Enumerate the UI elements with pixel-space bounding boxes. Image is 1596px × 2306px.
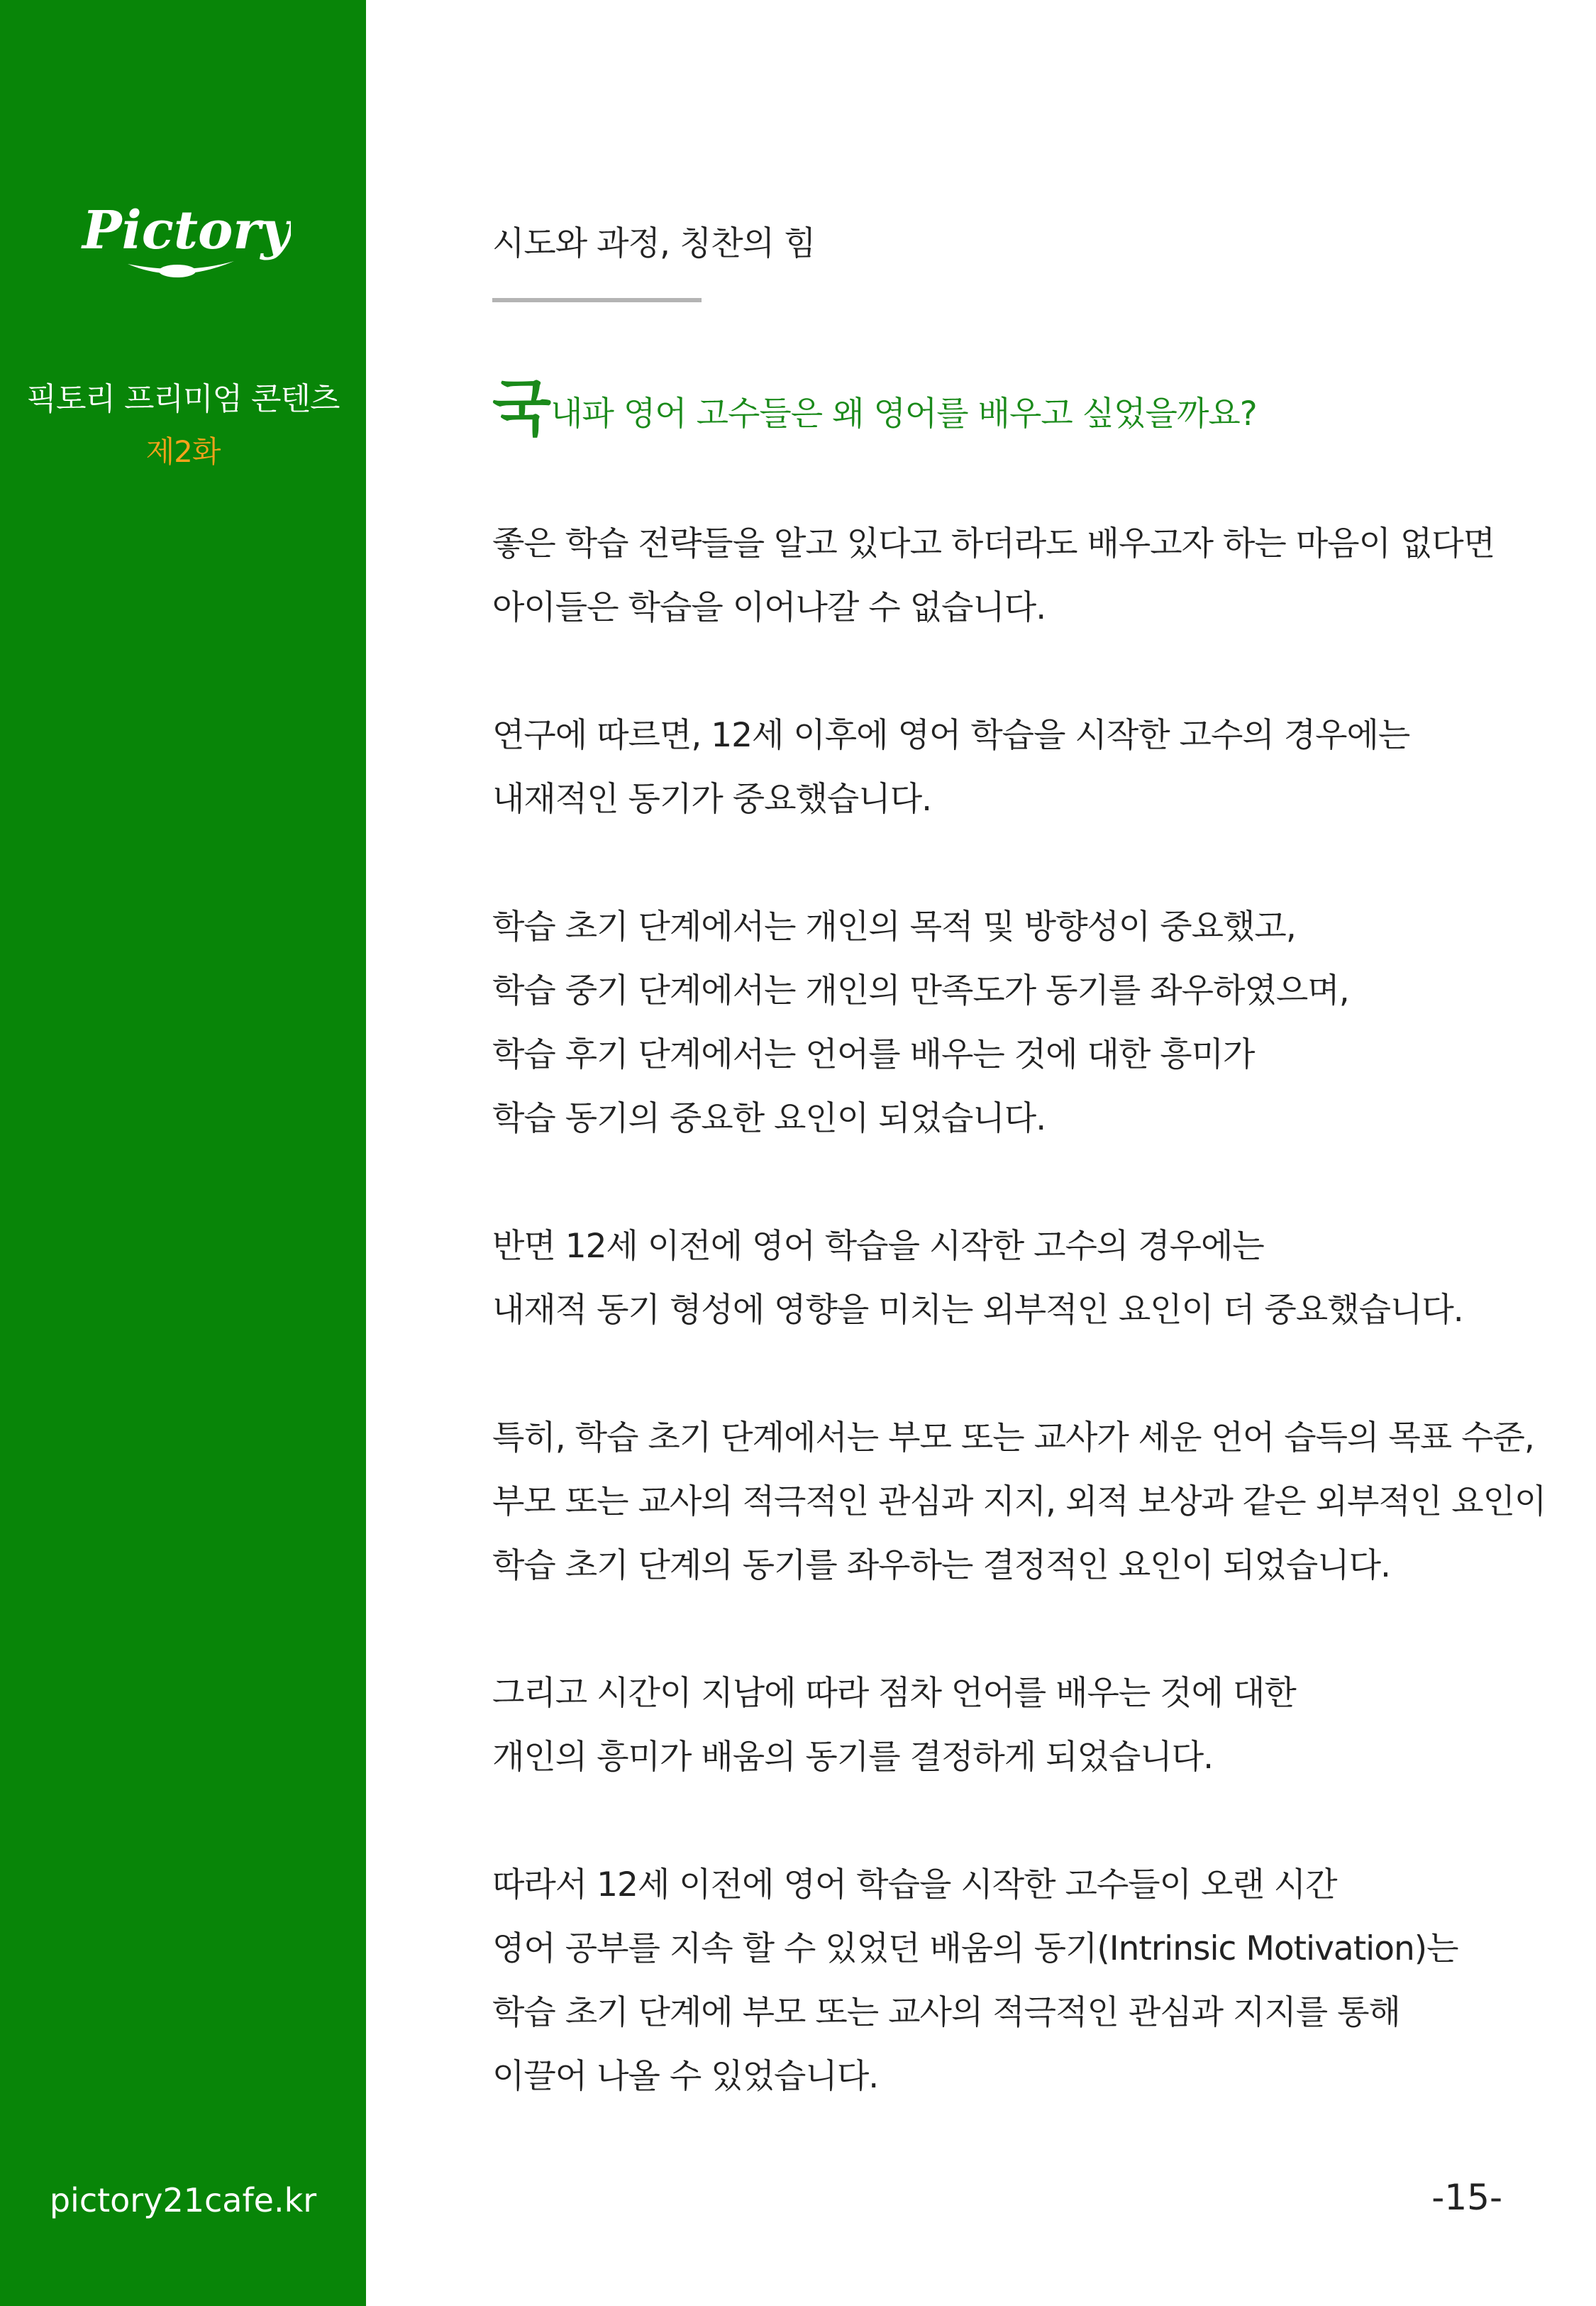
paragraph-line: 그리고 시간이 지남에 따라 점차 언어를 배우는 것에 대한: [492, 1674, 1296, 1713]
logo-leaf: [159, 265, 196, 277]
page-number: -15-: [1431, 2177, 1502, 2218]
paragraph-line: 학습 초기 단계에 부모 또는 교사의 적극적인 관심과 지지를 통해: [492, 1993, 1400, 2032]
website-link[interactable]: pictory21cafe.kr: [49, 2181, 317, 2219]
paragraph-line: 반면 12세 이전에 영어 학습을 시작한 고수의 경우에는: [492, 1227, 1264, 1266]
paragraph-line: 내재적인 동기가 중요했습니다.: [492, 780, 932, 819]
paragraph-line: 학습 초기 단계에서는 개인의 목적 및 방향성이 중요했고,: [492, 907, 1296, 947]
paragraph: [492, 895, 1542, 1151]
paragraph-line: 학습 후기 단계에서는 언어를 배우는 것에 대한 흥미가: [492, 1035, 1255, 1074]
paragraph: [492, 1853, 1542, 2109]
question-initial: 국: [492, 373, 551, 444]
paragraph-line: 학습 초기 단계의 동기를 좌우하는 결정적인 요인이 되었습니다.: [492, 1546, 1390, 1585]
series-title: 픽토리 프리미엄 콘텐츠: [26, 381, 340, 417]
paragraph-line: 학습 동기의 중요한 요인이 되었습니다.: [492, 1099, 1046, 1138]
logo-wordmark: Pictory: [82, 200, 291, 261]
section-title: 시도와 과정, 칭찬의 힘: [492, 224, 816, 263]
paragraph: [492, 1215, 1542, 1342]
paragraph-line: 부모 또는 교사의 적극적인 관심과 지지, 외적 보상과 같은 외부적인 요인이: [492, 1482, 1546, 1521]
logo-mark: [78, 199, 291, 291]
title-divider: [492, 298, 702, 302]
paragraph: [492, 704, 1542, 832]
paragraph: [492, 1662, 1542, 1789]
paragraph-line: 영어 공부를 지속 할 수 있었던 배움의 동기(Intrinsic Motivation)는: [492, 1929, 1458, 1968]
paragraph-line: 따라서 12세 이전에 영어 학습을 시작한 고수들이 오랜 시간: [492, 1865, 1337, 1904]
question-text: 내파 영어 고수들은 왜 영어를 배우고 싶었을까요?: [550, 395, 1257, 434]
paragraph-line: 학습 중기 단계에서는 개인의 만족도가 동기를 좌우하였으며,: [492, 971, 1349, 1010]
episode-label: 제2화: [145, 434, 221, 469]
paragraph-line: 내재적 동기 형성에 영향을 미치는 외부적인 요인이 더 중요했습니다.: [492, 1291, 1463, 1330]
paragraph-line: 개인의 흥미가 배움의 동기를 결정하게 되었습니다.: [492, 1738, 1214, 1777]
body-text: [492, 512, 1546, 2173]
sidebar: [0, 0, 366, 2306]
paragraph-line: 이끌어 나올 수 있었습니다.: [492, 2057, 879, 2096]
pictory-logo[interactable]: [78, 199, 291, 291]
paragraph-line: 아이들은 학습을 이어나갈 수 없습니다.: [492, 588, 1046, 627]
paragraph-line: 특히, 학습 초기 단계에서는 부모 또는 교사가 세운 언어 습득의 목표 수준,: [492, 1418, 1534, 1457]
paragraph: [492, 512, 1542, 640]
paragraph: [492, 1406, 1546, 1598]
paragraph-line: 연구에 따르면, 12세 이후에 영어 학습을 시작한 고수의 경우에는: [492, 716, 1410, 755]
main-content: [492, 0, 1546, 2306]
question-heading: [492, 359, 1257, 447]
paragraph-line: 좋은 학습 전략들을 알고 있다고 하더라도 배우고자 하는 마음이 없다면: [492, 524, 1495, 563]
